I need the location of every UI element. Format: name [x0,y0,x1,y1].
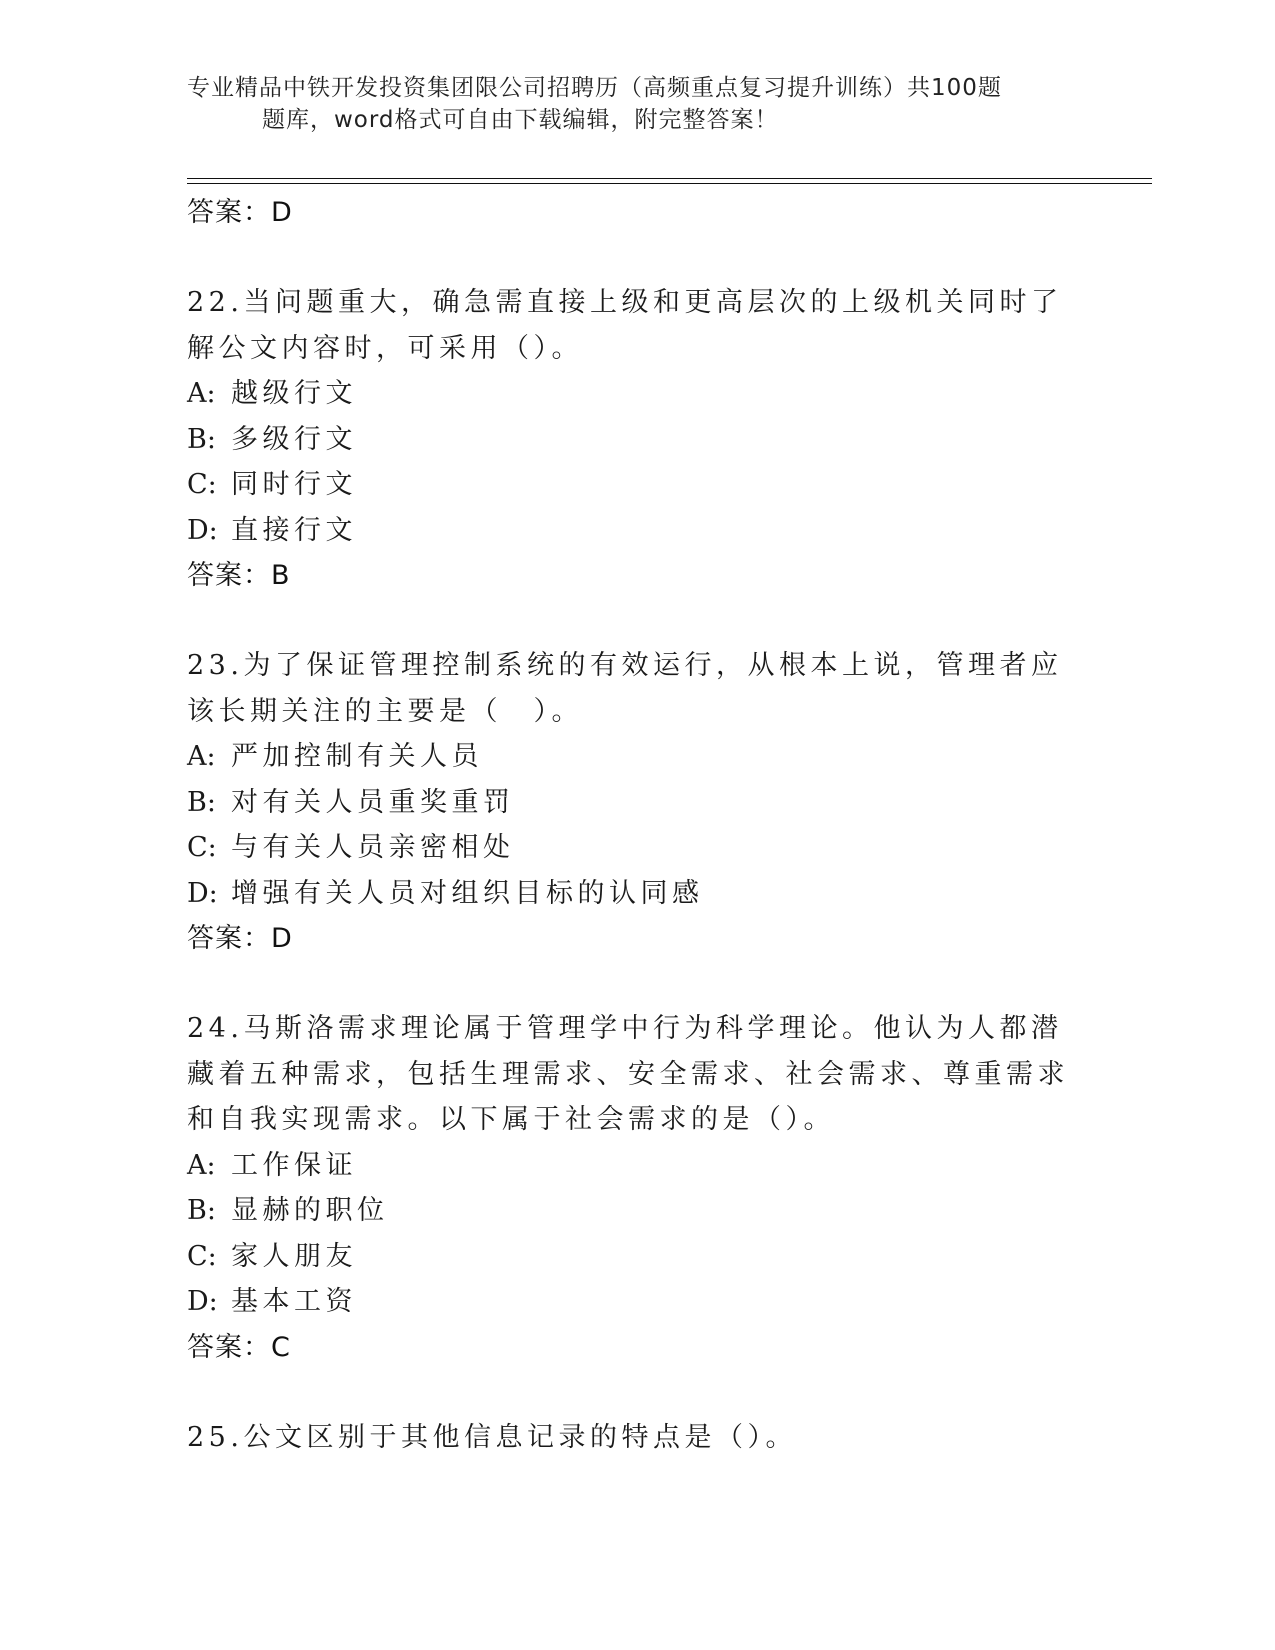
header-divider-top [187,178,1152,179]
question-list [187,190,1087,1460]
question-stem: 25.公文区别于其他信息记录的特点是（）。 [187,1421,797,1453]
option-text: 同时行文 [231,469,357,500]
question-stem: 22.当问题重大，确急需直接上级和更高层次的上级机关同时了解公文内容时，可采用（）。 [187,287,1063,364]
question-stem: 23.为了保证管理控制系统的有效运行，从根本上说，管理者应该长期关注的主要是（ ）。 [187,650,1063,727]
option-b [187,417,1087,463]
option-letter: A: [187,741,216,772]
page-header [187,72,1047,136]
option-c [187,1234,1087,1280]
header-title-line2: 题库，word格式可自由下载编辑，附完整答案！ [262,107,779,133]
option-text: 严加控制有关人员 [231,741,483,772]
previous-answer: 答案：D [187,197,293,228]
header-title-line1: 专业精品中铁开发投资集团限公司招聘历（高频重点复习提升训练）共100题 [187,75,1002,101]
option-d [187,871,1087,917]
option-b [187,1188,1087,1234]
option-b [187,780,1087,826]
option-letter: A: [187,378,216,409]
answer-label: 答案：B [187,560,291,591]
option-text: 与有关人员亲密相处 [231,832,515,863]
question-stem: 24.马斯洛需求理论属于管理学中行为科学理论。他认为人都潜藏着五种需求，包括生理需求、安全需求、社会需求、尊重需求和自我实现需求。以下属于社会需求的是（）。 [187,1013,1069,1135]
option-a [187,734,1087,780]
option-letter: D: [187,514,218,546]
option-text: 越级行文 [231,378,357,409]
option-letter: B: [187,1195,216,1226]
header-divider-bottom [187,183,1152,184]
option-letter: A: [187,1149,216,1181]
question-24 [187,1006,1087,1370]
option-c [187,462,1087,508]
option-text: 基本工资 [231,1286,357,1317]
option-letter: C: [187,832,217,863]
question-23 [187,643,1087,961]
option-letter: C: [187,469,217,500]
option-letter: B: [187,423,216,455]
option-letter: B: [187,786,216,818]
option-text: 对有关人员重奖重罚 [231,786,515,818]
option-a [187,371,1087,417]
option-c [187,825,1087,871]
option-letter: D: [187,1286,218,1317]
option-text: 家人朋友 [231,1240,357,1272]
answer-label: 答案：D [187,923,293,954]
option-d [187,1279,1087,1325]
option-text: 多级行文 [231,423,357,455]
option-text: 工作保证 [231,1149,357,1181]
answer-label: 答案：C [187,1331,291,1363]
option-letter: C: [187,1240,217,1272]
option-text: 直接行文 [231,514,357,546]
question-25 [187,1415,1087,1461]
option-a [187,1143,1087,1189]
option-letter: D: [187,877,218,909]
option-d [187,508,1087,554]
option-text: 显赫的职位 [231,1195,389,1226]
option-text: 增强有关人员对组织目标的认同感 [231,877,704,909]
question-22 [187,280,1087,598]
